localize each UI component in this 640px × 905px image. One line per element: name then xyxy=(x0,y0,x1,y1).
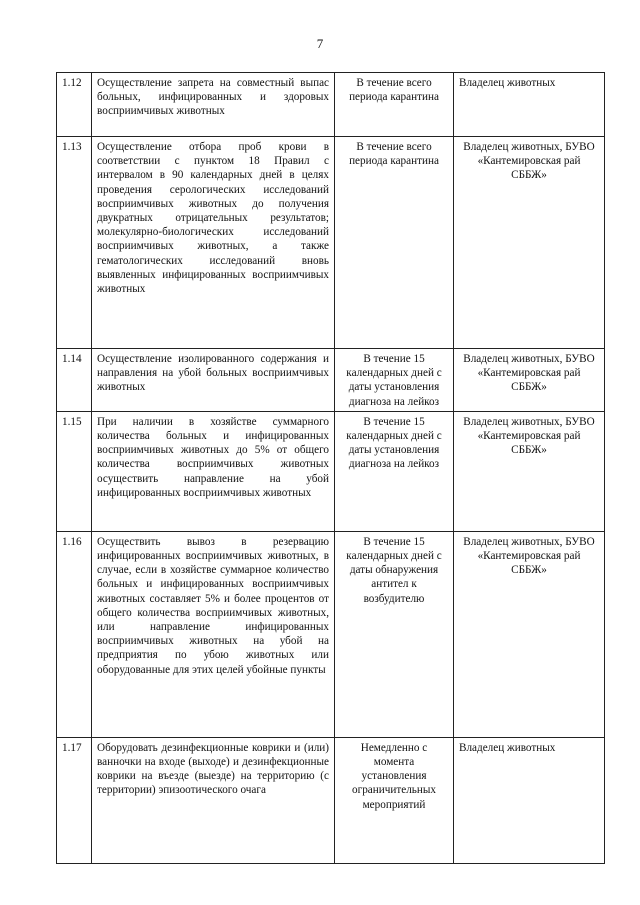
table-row xyxy=(57,531,605,737)
page-number: 7 xyxy=(316,36,324,51)
row-number: 1.13 xyxy=(57,137,92,349)
row-action: Оборудовать дезинфекционные коврики и (или) ванночки на входе (выходе) и дезинфекционные коврики на въезде (выезде) на территорию (с территории) эпизоотического очага xyxy=(92,737,335,863)
row-term: Немедленно с момента установления ограничительных мероприятий xyxy=(335,737,454,863)
row-term: В течение 15 календарных дней с даты установления диагноза на лейкоз xyxy=(335,411,454,531)
row-number: 1.14 xyxy=(57,349,92,412)
measures-table xyxy=(56,72,605,864)
table-row xyxy=(57,73,605,137)
row-responsible: Владелец животных, БУВО «Кантемировская рай СББЖ» xyxy=(454,137,605,349)
row-term: В течение всего периода карантина xyxy=(335,137,454,349)
row-responsible: Владелец животных, БУВО «Кантемировская рай СББЖ» xyxy=(454,349,605,412)
row-responsible: Владелец животных, БУВО «Кантемировская рай СББЖ» xyxy=(454,531,605,737)
table-row xyxy=(57,737,605,863)
row-number: 1.12 xyxy=(57,73,92,137)
row-action: Осуществление отбора проб крови в соответствии с пунктом 18 Правил с интервалом в 90 календарных дней в целях проведения серологических исследований восприимчивых животных до получения двукратных отрицательных результатов; молекулярно-биологических исследований восприимчивых животных, а также гематологических исследований вновь выявленных инфицированных восприимчивых животных xyxy=(92,137,335,349)
row-term: В течение всего периода карантина xyxy=(335,73,454,137)
row-term: В течение 15 календарных дней с даты обнаружения антител к возбудителю xyxy=(335,531,454,737)
table-row xyxy=(57,137,605,349)
row-action: Осуществление запрета на совместный выпас больных, инфицированных и здоровых восприимчивых животных xyxy=(92,73,335,137)
row-number: 1.15 xyxy=(57,411,92,531)
row-responsible: Владелец животных xyxy=(454,73,605,137)
table-row xyxy=(57,349,605,412)
row-term: В течение 15 календарных дней с даты установления диагноза на лейкоз xyxy=(335,349,454,412)
row-action: Осуществление изолированного содержания и направления на убой больных восприимчивых животных xyxy=(92,349,335,412)
row-responsible: Владелец животных, БУВО «Кантемировская рай СББЖ» xyxy=(454,411,605,531)
row-action: Осуществить вывоз в резервацию инфицированных восприимчивых животных, в случае, если в хозяйстве суммарное количество больных и инфицированных восприимчивых животных составляет 5% и более процентов от общего количества восприимчивых животных, или направление инфицированных восприимчивых животных на убой на предприятия по убою животных или оборудованные для этих целей убойные пункты xyxy=(92,531,335,737)
row-action: При наличии в хозяйстве суммарного количества больных и инфицированных восприимчивых животных до 5% от общего количества восприимчивых животных осуществить направление на убой инфицированных восприимчивых животных xyxy=(92,411,335,531)
row-responsible: Владелец животных xyxy=(454,737,605,863)
row-number: 1.17 xyxy=(57,737,92,863)
row-number: 1.16 xyxy=(57,531,92,737)
table-row xyxy=(57,411,605,531)
